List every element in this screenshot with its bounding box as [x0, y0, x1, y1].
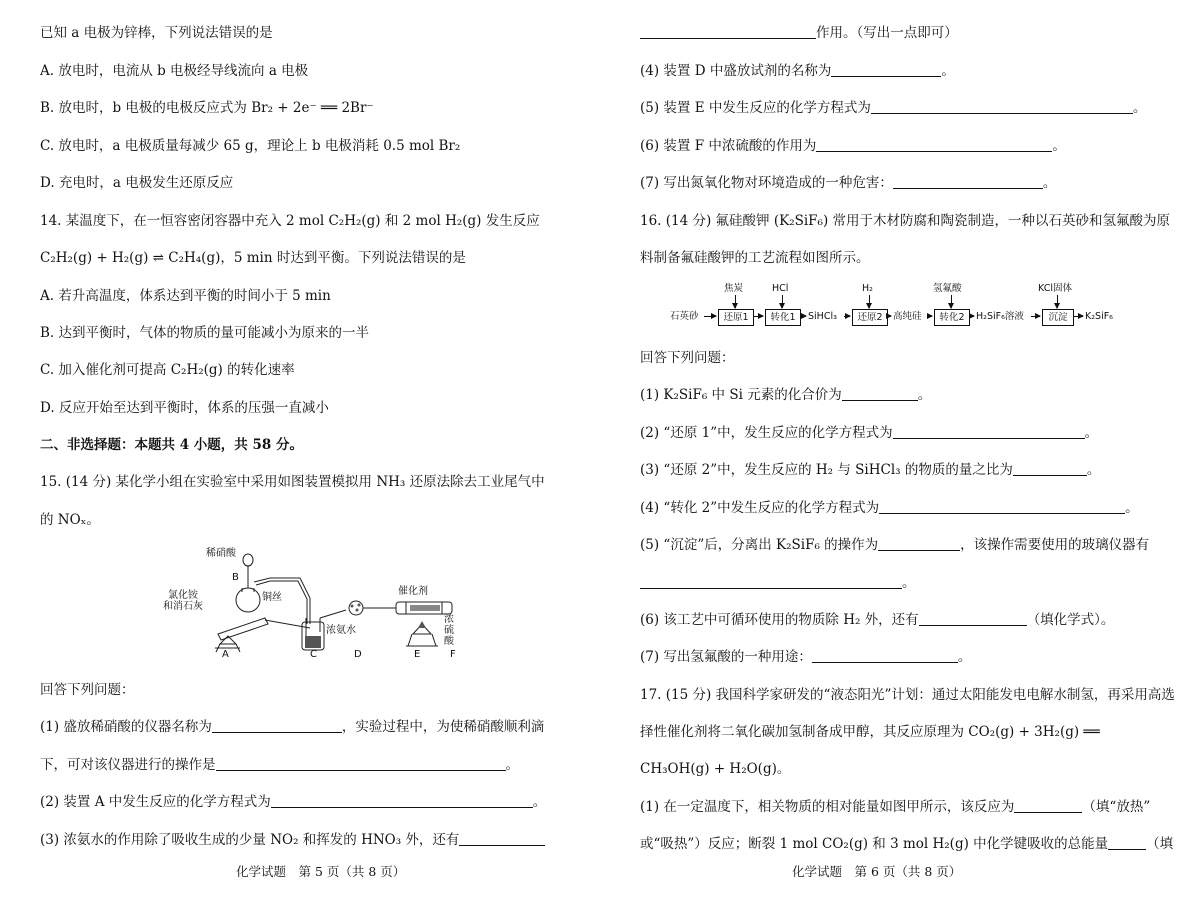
q15-stem-cont: 的 NOₓ。 [40, 512, 100, 528]
answer-blank[interactable] [1013, 463, 1087, 476]
q16-part7 [640, 648, 971, 666]
answer-blank[interactable] [1014, 800, 1082, 813]
flow-step-conversion1: 转化1 [765, 309, 801, 326]
flow-arrow [704, 316, 716, 317]
q13-stem-tail: 已知 a 电极为锌棒，下列说法错误的是 [40, 25, 273, 41]
q13-option-a: A. 放电时，电流从 b 电极经导线流向 a 电极 [40, 63, 309, 79]
q16-stem: 16. (14 分) 氟硅酸钾 (K₂SiF₆) 常用于木材防腐和陶瓷制造，一种以石英砂和氢氟酸为原 [640, 213, 1171, 229]
q14-option-a: A. 若升高温度，体系达到平衡的时间小于 5 min [40, 288, 331, 304]
label-f: F [450, 649, 456, 660]
q17-stem: 17. (15 分) 我国科学家研发的“液态阳光”计划：通过太阳能发电电解水制氢，再采用高选 [640, 687, 1175, 703]
q15-part1-text: (1) 盛放稀硝酸的仪器名称为 [40, 719, 212, 735]
section-two-heading: 二、非选择题：本题共 4 小题，共 58 分。 [40, 437, 303, 453]
answer-blank[interactable] [812, 650, 958, 663]
answer-blank[interactable] [871, 101, 1133, 114]
q17-stem-cont: 择性催化剂将二氧化碳加氢制备成甲醇，其反应原理为 CO₂(g) + 3H₂(g) ══ [640, 724, 1100, 740]
answer-blank[interactable] [879, 501, 1125, 514]
q15-part2-text: (2) 装置 A 中发生反应的化学方程式为 [40, 794, 271, 810]
q15-part6 [640, 137, 1066, 155]
flow-step-precipitation: 沉淀 [1042, 309, 1074, 326]
q17-part1-cont [640, 835, 1173, 853]
flow-arrow [1073, 316, 1083, 317]
q14-option-b: B. 达到平衡时，气体的物质的量可能减小为原来的一半 [40, 325, 370, 341]
q16-part2 [640, 424, 1098, 442]
flow-input-hf: 氢氟酸 [933, 283, 962, 294]
footer-page6: 化学试题 第 6 页（共 8 页） [792, 864, 962, 879]
answer-blank[interactable] [893, 426, 1085, 439]
q16-part1-text: (1) K₂SiF₆ 中 Si 元素的化合价为 [640, 387, 842, 403]
q16-part4 [640, 499, 1139, 517]
period: 。 [957, 649, 972, 665]
q16-part4-text: (4) “转化 2”中发生反应的化学方程式为 [640, 500, 880, 516]
q15-part5 [640, 99, 1146, 117]
q15-part3 [40, 831, 545, 849]
q15-part7 [640, 174, 1056, 192]
q16-part6-text: (6) 该工艺中可循环使用的物质除 H₂ 外，还有 [640, 612, 919, 628]
label-ammonium-chloride: 氯化铵 [168, 590, 198, 601]
q15-part7-text: (7) 写出氮氧化物对环境造成的一种危害： [640, 175, 893, 191]
label-c: C [310, 649, 317, 660]
answer-blank[interactable] [212, 720, 342, 733]
flow-input-coke: 焦炭 [724, 283, 744, 294]
label-e: E [414, 649, 421, 660]
period: 。 [1052, 138, 1066, 154]
q16-stem-cont: 料制备氟硅酸钾的工艺流程如图所示。 [640, 250, 870, 266]
flow-input-hcl: HCl [772, 283, 789, 294]
answer-blank[interactable] [271, 795, 533, 808]
flow-arrow [927, 316, 932, 317]
flow-input-h2: H₂ [862, 283, 873, 294]
answer-blank[interactable] [842, 388, 918, 401]
label-conc-3: 酸 [444, 636, 454, 647]
flow-start: 石英砂 [670, 311, 699, 322]
flow-arrow-down [735, 295, 736, 308]
label-conc-2: 硫 [444, 625, 454, 636]
label-catalyst: 催化剂 [398, 586, 428, 597]
flow-intermediate-pure-si: 高纯硅 [893, 311, 922, 322]
period: 。 [532, 794, 547, 810]
q16-part5 [640, 536, 1149, 554]
q16-part7-text: (7) 写出氢氟酸的一种用途： [640, 649, 812, 665]
q17-equation-cont: CH₃OH(g) + H₂O(g)。 [640, 761, 791, 777]
flow-step-reduction1: 还原1 [718, 309, 754, 326]
period: 。 [505, 757, 519, 773]
flow-step-conversion2: 转化2 [934, 309, 970, 326]
q15-part3-text: (3) 浓氨水的作用除了吸收生成的少量 NO₂ 和挥发的 HNO₃ 外，还有 [40, 832, 460, 848]
flow-product: K₂SiF₆ [1085, 311, 1113, 322]
q17-part1-text-b: （填“放热” [1082, 799, 1151, 815]
flow-arrow [1031, 316, 1040, 317]
q14-equation: C₂H₂(g) + H₂(g) ⇌ C₂H₄(g)，5 min 时达到平衡。下列说法错误的是 [40, 250, 466, 266]
q16-part1 [640, 386, 931, 404]
q15-part4-text: (4) 装置 D 中盛放试剂的名称为 [640, 63, 832, 79]
label-dilute-nitric-acid: 稀硝酸 [206, 548, 236, 559]
period: 。 [902, 575, 916, 591]
q16-part3 [640, 461, 1100, 479]
q14-option-d: D. 反应开始至达到平衡时，体系的压强一直减小 [40, 400, 329, 416]
label-d: D [354, 649, 362, 660]
label-copper-wire: 铜丝 [262, 592, 282, 603]
flow-arrow-down [869, 295, 870, 308]
answer-blank[interactable] [640, 26, 816, 39]
flow-arrow [844, 316, 850, 317]
flow-arrow [969, 316, 974, 317]
q17-part1-cont-text-b: （填 [1146, 836, 1174, 852]
q15-part5-text: (5) 装置 E 中发生反应的化学方程式为 [640, 100, 871, 116]
label-slaked-lime: 和消石灰 [163, 601, 203, 612]
q15-part3-cont [640, 24, 958, 42]
q15-part6-text: (6) 装置 F 中浓硫酸的作用为 [640, 138, 817, 154]
apparatus-drawing [160, 548, 460, 660]
q16-part6-text-b: （填化学式）。 [1026, 612, 1115, 628]
flow-arrow [800, 316, 806, 317]
q15-part3-cont-text: 作用。（写出一点即可） [816, 25, 958, 41]
q17-part1 [640, 798, 1150, 816]
flow-arrow [753, 316, 763, 317]
flow-arrow [887, 316, 891, 317]
flow-intermediate-sihcl3: SiHCl₃ [808, 311, 837, 322]
period: 。 [1084, 425, 1099, 441]
q15-stem: 15. (14 分) 某化学小组在实验室中采用如图装置模拟用 NH₃ 还原法除去工业尾气中 [40, 474, 545, 490]
answer-blank[interactable] [640, 576, 902, 589]
answer-blank[interactable] [216, 758, 506, 771]
label-conc-1: 浓 [444, 614, 454, 625]
q15-answer-prompt: 回答下列问题： [40, 682, 135, 698]
q14-stem: 14. 某温度下，在一恒容密闭容器中充入 2 mol C₂H₂(g) 和 2 mol H₂(g) 发生反应 [40, 213, 540, 229]
period: 。 [1042, 175, 1057, 191]
q17-part1-cont-text: 或“吸热”）反应；断裂 1 mol CO₂(g) 和 3 mol H₂(g) 中化学键吸收的总能量 [640, 836, 1109, 852]
q15-part4 [640, 62, 955, 80]
flow-arrow-down [1057, 295, 1058, 308]
q13-option-c: C. 放电时，a 电极质量每减少 65 g，理论上 b 电极消耗 0.5 mol Br₂ [40, 138, 461, 154]
q16-part2-text: (2) “还原 1”中，发生反应的化学方程式为 [640, 425, 893, 441]
flow-step-reduction2: 还原2 [852, 309, 888, 326]
q16-part6 [640, 611, 1114, 629]
q17-part1-text: (1) 在一定温度下，相关物质的相对能量如图甲所示，该反应为 [640, 799, 1015, 815]
q15-part2 [40, 793, 546, 811]
answer-blank[interactable] [919, 613, 1027, 626]
apparatus-diagram [160, 548, 460, 660]
q14-option-c: C. 加入催化剂可提高 C₂H₂(g) 的转化速率 [40, 362, 295, 378]
flow-arrow-down [782, 295, 783, 308]
period: 。 [1132, 100, 1147, 116]
q16-part3-text: (3) “还原 2”中，发生反应的 H₂ 与 SiHCl₃ 的物质的量之比为 [640, 462, 1013, 478]
answer-blank[interactable] [459, 833, 545, 846]
flow-intermediate-h2sif6: H₂SiF₆溶液 [976, 311, 1024, 322]
answer-blank[interactable] [893, 176, 1043, 189]
q16-part5-cont [640, 574, 916, 592]
period: 。 [1125, 500, 1139, 516]
q15-part1 [40, 718, 544, 736]
q15-part1-cont-text: 下，可对该仪器进行的操作是 [40, 757, 216, 773]
process-flow-chart [640, 283, 1160, 327]
q13-option-b: B. 放电时，b 电极的电极反应式为 Br₂ + 2e⁻ ══ 2Br⁻ [40, 100, 374, 116]
answer-blank[interactable] [831, 64, 941, 77]
q16-part5-text-b: ，该操作需要使用的玻璃仪器有 [960, 537, 1150, 553]
label-conc-ammonia: 浓氨水 [326, 625, 356, 636]
flow-arrow-down [951, 295, 952, 308]
flow-input-kcl: KCl固体 [1038, 283, 1072, 294]
q16-answer-prompt: 回答下列问题： [640, 350, 735, 366]
q13-option-d: D. 充电时，a 电极发生还原反应 [40, 175, 234, 191]
q15-part1-text-b: ，实验过程中，为使稀硝酸顺利滴 [341, 719, 545, 735]
period: 。 [1086, 462, 1101, 478]
period: 。 [917, 387, 932, 403]
label-b: B [232, 572, 239, 583]
q15-part1-cont [40, 756, 519, 774]
q16-part5-text: (5) “沉淀”后，分离出 K₂SiF₆ 的操作为 [640, 537, 879, 553]
footer-page5: 化学试题 第 5 页（共 8 页） [236, 864, 406, 879]
answer-blank[interactable] [1108, 837, 1146, 850]
answer-blank[interactable] [816, 139, 1052, 152]
period: 。 [941, 63, 955, 79]
answer-blank[interactable] [878, 538, 960, 551]
label-a: A [222, 649, 229, 660]
